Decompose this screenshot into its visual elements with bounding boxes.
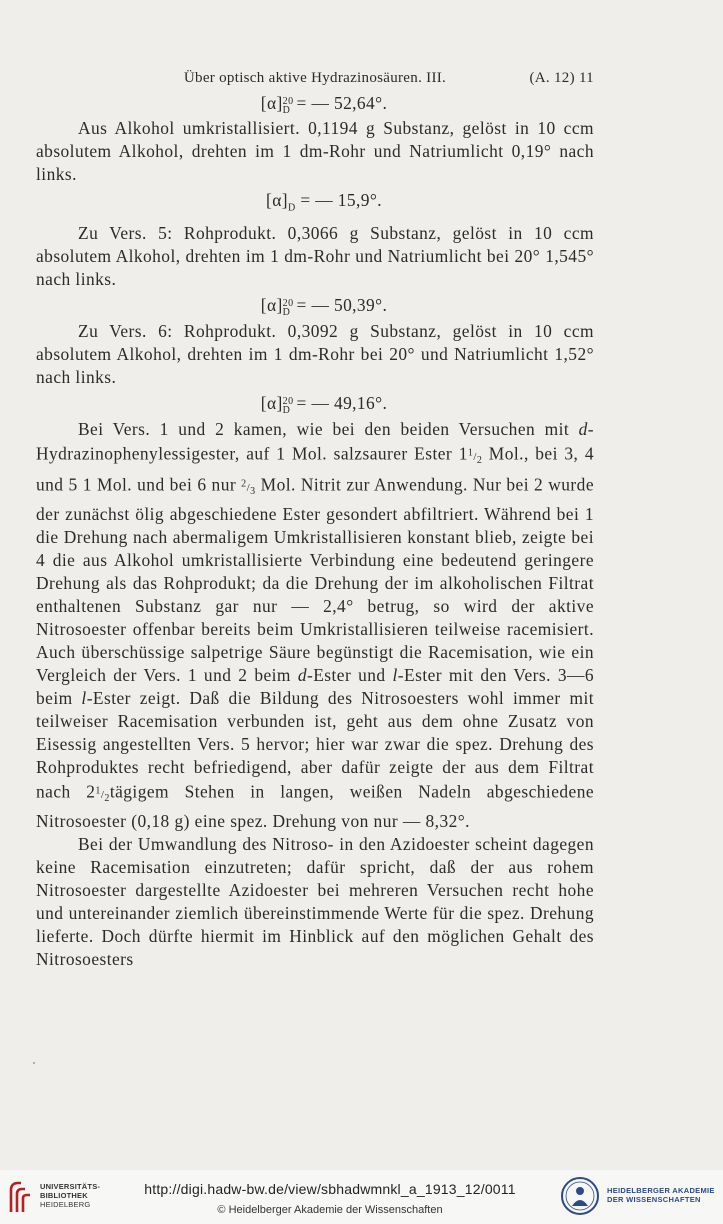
scan-speck — [33, 1062, 35, 1064]
paragraph-5: Bei der Umwandlung des Nitroso- in den Azidoester scheint dagegen keine Racemisation einzutreten; dafür spricht, daß der aus rohem Nitrosoester dargestellte Azidoester bei mehreren Versuchen recht hohe und untereinander ziemlich übereinstimmende Werte für die spez. Drehung lieferte. Doch dürfte hiermit im Hinblick auf den möglichen Gehalt des Nitrosoesters — [36, 834, 594, 969]
copyright-notice: © Heidelberger Akademie der Wissenschaften — [217, 1204, 443, 1216]
paragraph-2: Zu Vers. 5: Rohprodukt. 0,3066 g Substanz, gelöst in 10 ccm absolutem Alkohol, drehten im 1 dm-Rohr und Natriumlicht bei 20° 1,545° nach links. — [36, 223, 594, 290]
specific-rotation-formula-4: [α]20 D = — 49,16°. — [260, 393, 388, 417]
specific-rotation-formula-1: [α]20 D = — 52,64°. — [260, 93, 388, 116]
specific-rotation-formula-2: $[\alpha]_D$ = — 15,9°. — [266, 190, 382, 214]
specific-rotation-formula-3: [α]20 D = — 50,39°. — [260, 295, 388, 319]
university-library-name: UNIVERSITÄTS- BIBLIOTHEK HEIDELBERG — [40, 1182, 101, 1209]
university-library-logo-icon — [8, 1180, 34, 1214]
permalink-url[interactable]: http://digi.hadw-bw.de/view/sbhadwmnkl_a_1913_12/0011 — [144, 1181, 516, 1197]
header-title: Über optisch aktive Hydrazinosäuren. III. — [183, 70, 447, 86]
header-page-ref: (A. 12) 11 — [529, 70, 594, 86]
paragraph-4: Bei Vers. 1 und 2 kamen, wie bei den beiden Versuchen mit d-Hydrazinophenylessigester, auf 1 Mol. salzsaurer Ester $1^1/_2$ Mol., bei 3, 4 und 5 1 Mol. und bei 6 nur $^2/_3$ Mol. Nitrit zur Anwendung. Nur bei 2 wurde der zunächst ölig abgeschiedene Ester gesondert abfiltriert. Während bei 1 die Drehung nach abermaligem Umkristallisieren konstant blieb, zeigte bei 4 die aus Alkohol umkristallisierte Verbindung eine bedeutend geringere Drehung als das Rohprodukt; da die Drehung der im alkoholischen Filtrat enthaltenen Substanz gar nur — 2,4° betrug, so wird der aktive Nitrosoester offenbar bereits beim Umkristallisieren teilweise racemisiert. Auch überschüssige salpetrige Säure begünstigt die Racemisation, wie ein Vergleich der Vers. 1 und 2 beim d-Ester und l-Ester mit den Vers. 3—6 beim l-Ester zeigt. Daß die Bildung des Nitrosoesters wohl immer mit teilweiser Racemisation verbunden ist, geht aus dem ohne Zusatz von Eisessig angestellten Vers. 5 hervor; hier war zwar die spez. Drehung des Rohproduktes recht befriedigend, aber dafür zeigte der aus dem Filtrat nach $2^1/_2tägigem$ Stehen in langen, weißen Nadeln abgeschiedene Nitrosoester (0,18 g) eine spez. Drehung von nur — 8,32°. — [36, 419, 595, 831]
text-block-1 — [36, 91, 594, 971]
academy-seal-icon — [560, 1176, 600, 1216]
academy-name: HEIDELBERGER AKADEMIE DER WISSENSCHAFTEN — [607, 1186, 715, 1204]
running-header — [36, 70, 594, 92]
viewer-footer — [0, 1170, 723, 1224]
paragraph-1: Aus Alkohol umkristallisiert. 0,1194 g Substanz, gelöst in 10 ccm absolutem Alkohol, drehten im 1 dm-Rohr und Natriumlicht 0,19° nach links. — [36, 118, 594, 184]
paragraph-3: Zu Vers. 6: Rohprodukt. 0,3092 g Substanz, gelöst in 10 ccm absolutem Alkohol, drehten im 1 dm-Rohr bei 20° und Natriumlicht 1,52° nach links. — [36, 321, 594, 388]
